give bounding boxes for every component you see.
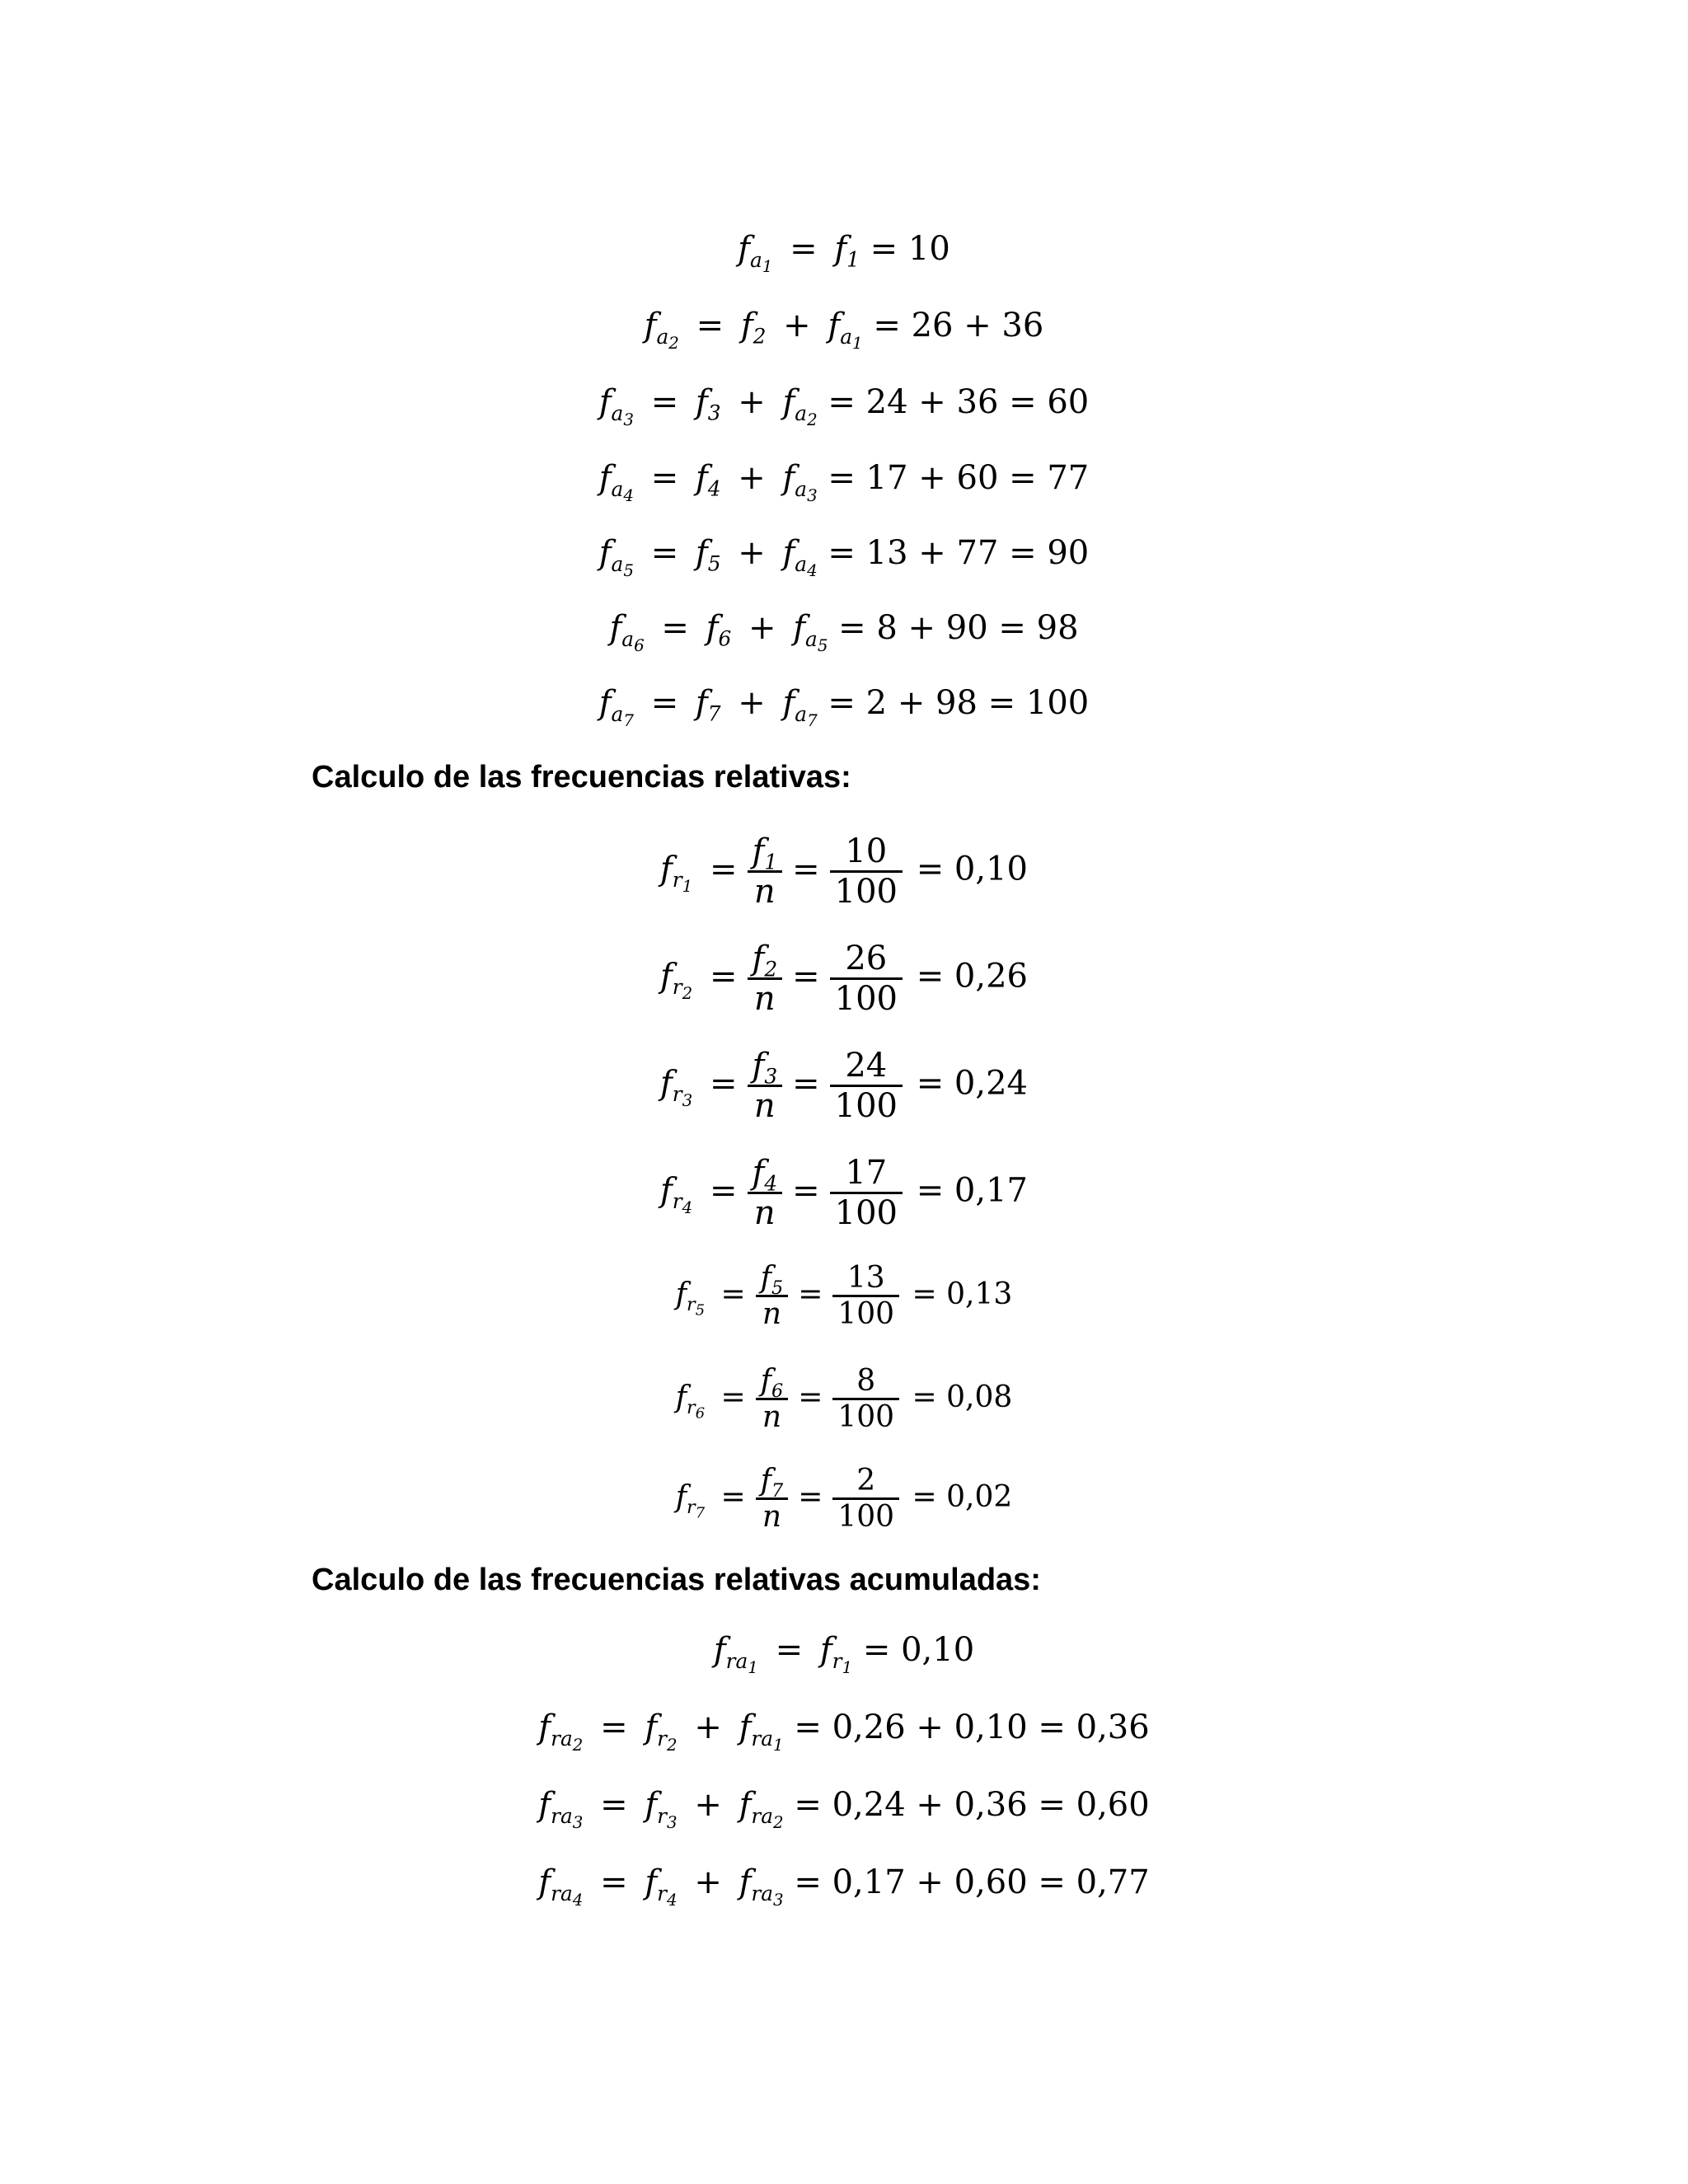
fraction-value: $\frac{17}{100}$	[830, 1154, 903, 1232]
heading-relative-frequencies: Calculo de las frecuencias relativas:	[312, 760, 851, 794]
equation-fr3: $f_{r_3}$ = $\frac{f_3}{n}$ = $\frac{24}{100}$ = 0,24	[659, 1047, 1028, 1125]
equation-fa6: $f_{a_6} = f_6 + f_{a_5} = 8 + 90 = 98$	[609, 609, 1079, 655]
fraction-f-over-n: $\frac{f_7}{n}$	[756, 1464, 789, 1535]
fraction-value: $\frac{2}{100}$	[832, 1464, 899, 1535]
equation-fa2: $f_{a_2} = f_2 + f_{a_1} = 26 + 36$	[644, 307, 1044, 353]
equation-fr5: $f_{r_5}$ = $\frac{f_5}{n}$ = $\frac{13}{100}$ = 0,13	[675, 1261, 1013, 1332]
equation-fa3: $f_{a_3} = f_3 + f_{a_2} = 24 + 36 = 60$	[598, 383, 1090, 429]
heading-relative-accumulated-frequencies: Calculo de las frecuencias relativas acumuladas:	[312, 1563, 1041, 1597]
fraction-f-over-n: $\frac{f_2}{n}$	[748, 940, 783, 1018]
equation-fr4: $f_{r_4}$ = $\frac{f_4}{n}$ = $\frac{17}{100}$ = 0,17	[659, 1154, 1028, 1232]
equation-fra4: $f_{ra_4} = f_{r_4} + f_{ra_3} = 0,17 + 0,60 = 0,77$	[538, 1863, 1150, 1910]
fraction-value: $\frac{26}{100}$	[830, 940, 903, 1018]
fraction-f-over-n: $\frac{f_3}{n}$	[748, 1047, 783, 1125]
equation-fa1: $f_{a_1} = f_1 = 10$	[738, 230, 950, 276]
equation-fra3: $f_{ra_3} = f_{r_3} + f_{ra_2} = 0,24 + 0,36 = 0,60$	[538, 1786, 1150, 1832]
fraction-value: $\frac{8}{100}$	[832, 1364, 899, 1435]
fraction-value: $\frac{10}{100}$	[830, 832, 903, 911]
equation-fr6: $f_{r_6}$ = $\frac{f_6}{n}$ = $\frac{8}{100}$ = 0,08	[675, 1364, 1013, 1435]
equation-fra1: $f_{ra_1} = f_{r_1} = 0,10$	[713, 1631, 975, 1677]
equation-fr1: $f_{r_1}$ = $\frac{f_1}{n}$ = $\frac{10}{100}$ = 0,10	[659, 832, 1028, 911]
equation-fra2: $f_{ra_2} = f_{r_2} + f_{ra_1} = 0,26 + 0,10 = 0,36$	[538, 1708, 1150, 1755]
equation-fa5: $f_{a_5} = f_5 + f_{a_4} = 13 + 77 = 90$	[598, 534, 1090, 580]
equation-fa7: $f_{a_7} = f_7 + f_{a_7} = 2 + 98 = 100$	[598, 684, 1090, 730]
fraction-value: $\frac{24}{100}$	[830, 1047, 903, 1125]
fraction-f-over-n: $\frac{f_4}{n}$	[748, 1154, 783, 1232]
fraction-value: $\frac{13}{100}$	[832, 1261, 899, 1332]
equation-fr2: $f_{r_2}$ = $\frac{f_2}{n}$ = $\frac{26}{100}$ = 0,26	[659, 940, 1028, 1018]
fraction-f-over-n: $\frac{f_1}{n}$	[748, 832, 783, 911]
equation-fr7: $f_{r_7}$ = $\frac{f_7}{n}$ = $\frac{2}{100}$ = 0,02	[675, 1464, 1013, 1535]
fraction-f-over-n: $\frac{f_6}{n}$	[756, 1364, 789, 1435]
equation-fa4: $f_{a_4} = f_4 + f_{a_3} = 17 + 60 = 77$	[598, 459, 1090, 505]
fraction-f-over-n: $\frac{f_5}{n}$	[756, 1261, 789, 1332]
